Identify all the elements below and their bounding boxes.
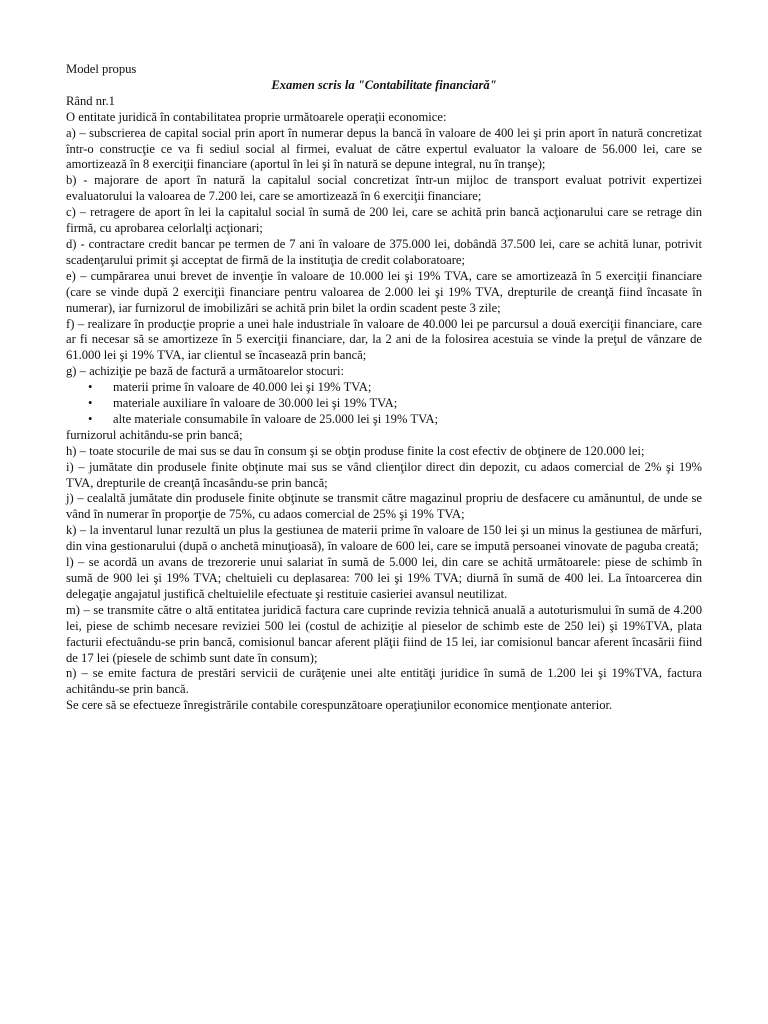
row-number: Rând nr.1 — [66, 93, 115, 108]
stock-item-text: materiale auxiliare în valoare de 30.000 lei şi 19% TVA; — [113, 396, 398, 411]
intro-text: O entitate juridică în contabilitatea proprie următoarele operaţii economice: — [66, 109, 447, 124]
operation-c: c) – retragere de aport în lei la capitalul social în sumă de 200 lei, care se achită prin bancă acţionarului care se retrage din firmă, cu aprobarea celorlalţi acţionari; — [66, 205, 702, 236]
operation-h: h) – toate stocurile de mai sus se dau în consum şi se obţin produse finite la cost efectiv de obţinere de 120.000 lei; — [66, 443, 645, 458]
operation-f: f) – realizare în producţie proprie a unei hale industriale în valoare de 40.000 lei pe parcursul a două exerciţii financiare, care ar fi necesar să se amortizeze în 5 exerciţii financiare, dar, la 2 ani de la folosirea acestuia se vinde la preţul de vânzare de 61.000 lei şi 19% TVA, iar clientul se încasează prin bancă; — [66, 316, 702, 363]
operation-k: k) – la inventarul lunar rezultă un plus la gestiunea de materii prime în valoare de 150 lei şi un minus la gestiunea de mărfuri, din vina gestionarului (după o anchetă minuţioasă), în valoare de 600 lei, care se impută persoanei vinovate de paguba creată; — [66, 523, 702, 554]
exam-title: Examen scris la "Contabilitate financiară" — [271, 77, 497, 92]
bullet-icon: • — [88, 411, 93, 426]
list-item — [66, 412, 702, 428]
list-item — [66, 396, 702, 412]
operation-g-intro: g) – achiziţie pe bază de factură a următoarelor stocuri: — [66, 364, 344, 379]
list-item — [66, 380, 702, 396]
stock-item-text: alte materiale consumabile în valoare de 25.000 lei şi 19% TVA; — [113, 411, 439, 426]
operation-m: m) – se transmite către o altă entitatea juridică factura care cuprinde revizia tehnică anuală a autoturismului în sumă de 4.200 lei, piese de schimb necesare reviziei 500 lei (costul de achiziţie al pieselor de schimb este de 250 lei) şi 19%TVA, plata facturii efectuându-se prin bancă, comisionul bancar aferent plăţii fiind de 15 lei, iar comisionul bancar aferent încasării fiind de 17 lei (piesele de schimb sunt date în consum); — [66, 602, 702, 665]
operation-i: i) – jumătate din produsele finite obţinute mai sus se vând clienţilor direct din depozit, cu adaos comercial de 2% şi 19% TVA, drepturile de creanţă încasându-se prin bancă; — [66, 459, 702, 490]
operation-a: a) – subscrierea de capital social prin aport în numerar depus la bancă în valoare de 400 lei şi prin aport în natură concretizat într-o construcţie ce va fi sediul social al firmei, evaluat de către expertul evaluator la valoare de 56.000 lei, care se amortizează în 8 exerciţii financiare (aportul în lei şi în natură se depune integral, nu în tranşe); — [66, 125, 702, 172]
stock-item-text: materii prime în valoare de 40.000 lei şi 19% TVA; — [113, 380, 372, 395]
stocks-list — [66, 380, 702, 428]
model-label: Model propus — [66, 62, 137, 76]
operation-n: n) – se emite factura de prestări servicii de curăţenie unei alte entităţi juridice în sumă de 1.200 lei şi 19%TVA, factura achitându-se prin bancă. — [66, 666, 702, 697]
document-page — [66, 62, 702, 714]
operation-e: e) – cumpărarea unui brevet de invenţie în valoare de 10.000 lei şi 19% TVA, care se amortizează în 5 exerciţii financiare (care se vinde după 2 exerciţii financiare pentru valoarea de 2.000 lei şi 19% TVA, drepturile de creanţă fiind încasate în numerar), iar furnizorul de imobilizări se achită prin bilet la ordin scadent peste 3 zile; — [66, 268, 702, 315]
operation-j: j) – cealaltă jumătate din produsele finite obţinute se transmit către magazinul propriu de desfacere cu amănuntul, de unde se vând în numerar în proporţie de 75%, cu adaos comercial de 25% şi 19% TVA; — [66, 491, 702, 522]
operation-b: b) - majorare de aport în natură la capitalul social concretizat într-un mijloc de transport evaluat potrivit expertizei evaluatorului la valoarea de 7.200 lei, care se amortizează în 6 exerciţii financiare; — [66, 173, 702, 204]
bullet-icon: • — [88, 396, 93, 411]
closing-requirement: Se cere să se efectueze înregistrările contabile corespunzătoare operaţiunilor economice menţionate anterior. — [66, 698, 613, 713]
operation-l: l) – se acordă un avans de trezorerie unui salariat în sumă de 5.000 lei, din care se achită următoarele: piese de schimb în sumă de 900 lei şi 19% TVA; cheltuieli cu deplasarea: 700 lei şi 19% TVA; diurnă în sumă de 400 lei. La întoarcerea din delegaţie angajatul justifică cheltuielile efectuate şi restituie casieriei avansul neutilizat. — [66, 555, 702, 601]
operation-g-outro: furnizorul achitându-se prin bancă; — [66, 427, 243, 442]
operation-d: d) - contractare credit bancar pe termen de 7 ani în valoare de 375.000 lei, dobândă 37.500 lei, care se achită lunar, potrivit scadenţarului primit şi acceptat de firmă de la instituţia de credit colaboratoare; — [66, 236, 702, 267]
bullet-icon: • — [88, 380, 93, 395]
